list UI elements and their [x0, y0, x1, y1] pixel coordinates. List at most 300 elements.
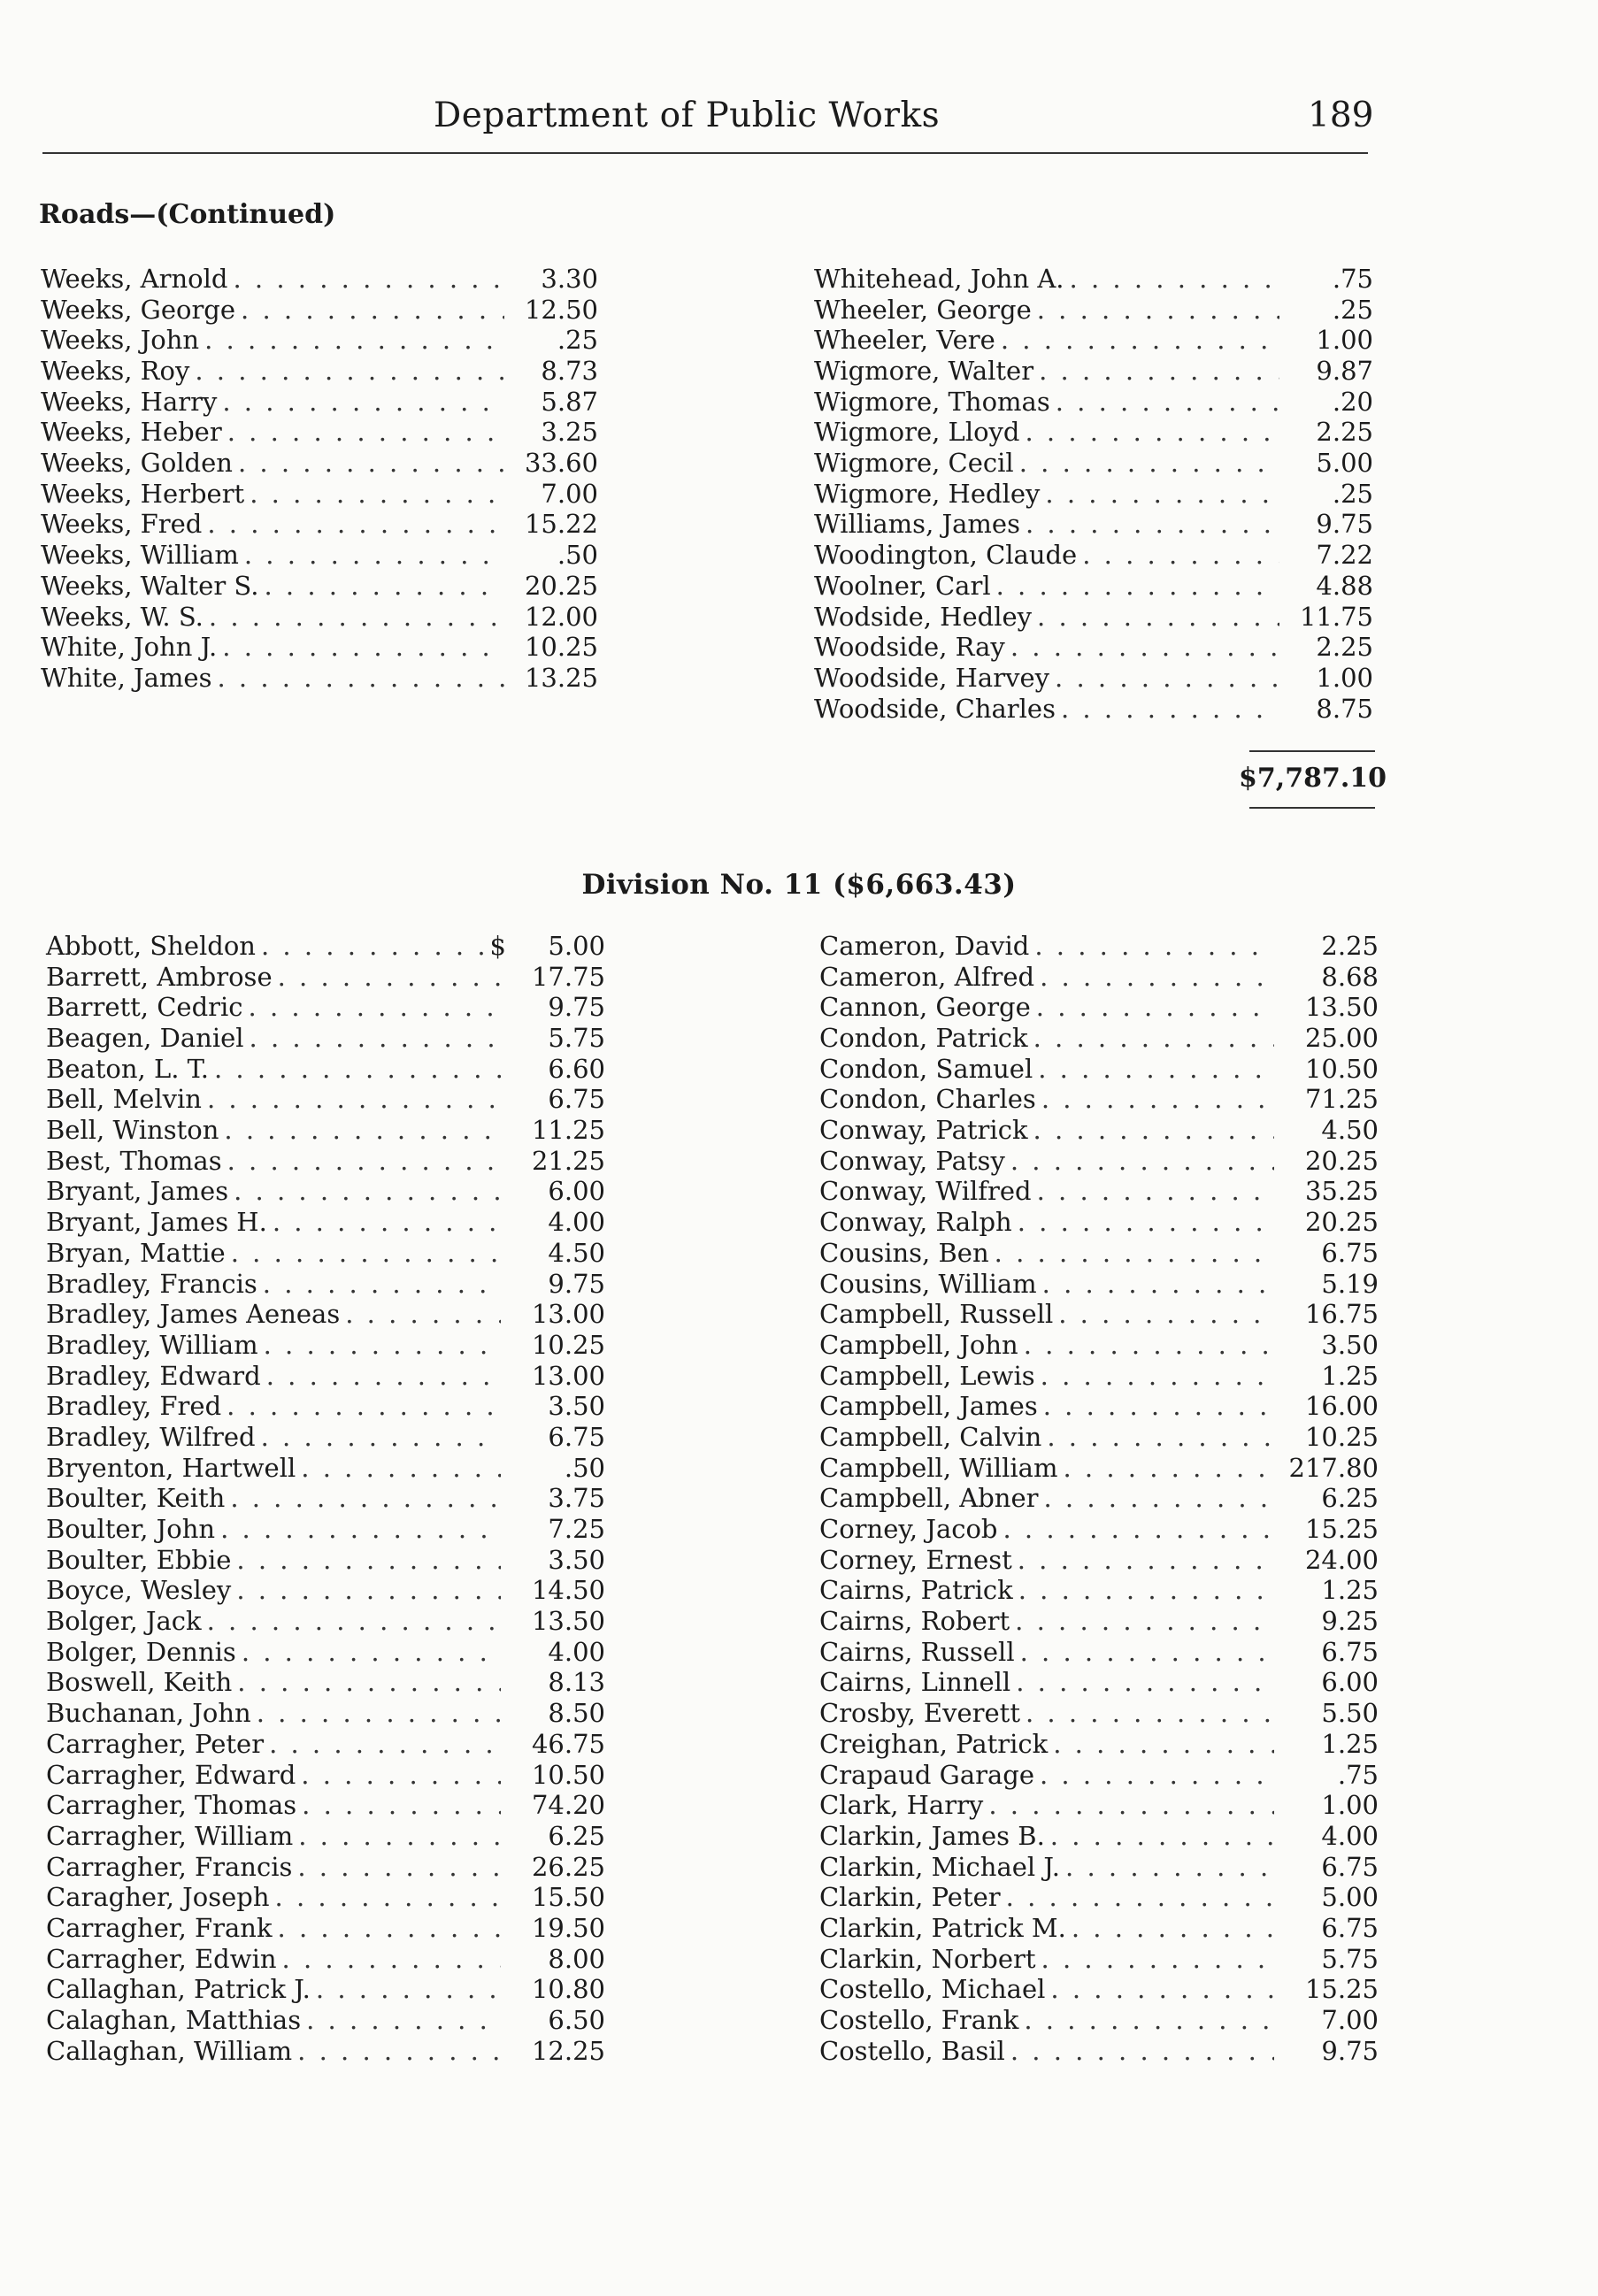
entry-name: Weeks, Herbert [41, 478, 245, 509]
leader-dots [230, 1483, 501, 1514]
entry-name: Cameron, David [819, 930, 1030, 961]
list-item [819, 1729, 1379, 1760]
entry-name: Clarkin, Michael J. [819, 1851, 1061, 1882]
list-item [819, 1453, 1379, 1484]
leader-dots [1058, 1299, 1274, 1330]
entry-name: Boyce, Wesley [46, 1575, 232, 1606]
entry-amount: .25 [557, 325, 598, 356]
entry-name: Crosby, Everett [819, 1698, 1020, 1729]
list-item [46, 1207, 605, 1238]
list-item [41, 448, 598, 479]
list-item [46, 1269, 605, 1300]
entry-amount: 17.75 [531, 961, 605, 992]
entry-name: Wheeler, George [814, 294, 1032, 325]
entry-amount: 4.00 [548, 1636, 605, 1667]
list-item [819, 1852, 1379, 1883]
entry-name: Clarkin, Peter [819, 1882, 1001, 1913]
leader-dots [217, 663, 504, 694]
total-rule-bottom [1249, 807, 1375, 809]
entry-name: Clark, Harry [819, 1790, 984, 1821]
entry-amount: 7.22 [1316, 540, 1373, 571]
leader-dots [278, 1913, 501, 1944]
entry-amount: 2.25 [1321, 930, 1379, 961]
entry-name: Cameron, Alfred [819, 961, 1035, 992]
list-item [819, 1760, 1379, 1791]
entry-name: Weeks, Heber [41, 417, 222, 448]
entry-amount: 8.13 [548, 1667, 605, 1698]
leader-dots [1019, 448, 1279, 479]
list-item [819, 1974, 1379, 2005]
entry-amount: 6.25 [548, 1820, 605, 1851]
entry-amount: .25 [1332, 478, 1373, 509]
list-item [46, 1299, 605, 1330]
list-item [819, 1545, 1379, 1576]
leader-dots [244, 540, 504, 571]
entry-amount: 9.75 [1321, 2035, 1379, 2066]
leader-dots [1024, 2005, 1274, 2036]
leader-dots [249, 992, 501, 1023]
entry-name: Conway, Ralph [819, 1207, 1012, 1238]
leader-dots [1050, 1974, 1274, 2005]
entry-name: Best, Thomas [46, 1145, 222, 1176]
entry-amount: 13.00 [531, 1299, 605, 1330]
leader-dots [1041, 1084, 1274, 1115]
entry-amount: 10.25 [524, 632, 598, 663]
list-item [819, 1821, 1379, 1852]
list-item [41, 663, 598, 694]
list-item [819, 1668, 1379, 1699]
entry-name: Wigmore, Walter [814, 356, 1034, 387]
entry-name: Conway, Patrick [819, 1115, 1028, 1146]
entry-name: Woodington, Claude [814, 540, 1078, 571]
entry-amount: 9.87 [1316, 356, 1373, 387]
entry-name: Weeks, Arnold [41, 263, 228, 294]
page-number: 189 [1308, 96, 1374, 135]
entry-name: Creighan, Patrick [819, 1728, 1049, 1759]
list-item [819, 1084, 1379, 1115]
entry-amount: 9.25 [1321, 1606, 1379, 1637]
entry-amount: 4.50 [1321, 1115, 1379, 1146]
entry-amount: 4.50 [548, 1237, 605, 1268]
entry-name: Wigmore, Cecil [814, 448, 1014, 479]
leader-dots [257, 1698, 501, 1729]
leader-dots [195, 356, 504, 387]
entry-name: Clarkin, James B. [819, 1820, 1045, 1851]
leader-dots [207, 1606, 501, 1637]
leader-dots [298, 1821, 501, 1852]
entry-amount: 12.00 [524, 601, 598, 632]
list-item [46, 1177, 605, 1208]
leader-dots [302, 1790, 501, 1821]
list-item [46, 1698, 605, 1729]
list-item [814, 694, 1373, 725]
leader-dots [278, 962, 501, 993]
list-item [819, 1054, 1379, 1085]
leader-dots [227, 1146, 501, 1177]
entry-amount: 5.75 [1321, 1943, 1379, 1974]
leader-dots [282, 1944, 501, 1975]
entry-name: Campbell, James [819, 1391, 1038, 1422]
entry-amount: 8.68 [1321, 961, 1379, 992]
entry-name: Campbell, Abner [819, 1483, 1039, 1514]
entry-name: Bell, Melvin [46, 1084, 202, 1115]
entry-name: Cairns, Linnell [819, 1667, 1011, 1698]
entry-amount: 33.60 [524, 448, 598, 479]
entry-name: Bryant, James [46, 1176, 229, 1207]
leader-dots [1015, 1606, 1274, 1637]
leader-dots [1037, 602, 1279, 633]
list-item [46, 1545, 605, 1576]
roads-total: $7,787.10 [1239, 763, 1387, 794]
entry-amount: 6.60 [548, 1053, 605, 1084]
leader-dots [1018, 1575, 1274, 1606]
entry-amount: 12.25 [531, 2035, 605, 2066]
entry-name: Boulter, John [46, 1514, 216, 1545]
list-item [46, 1944, 605, 1975]
entry-amount: 12.50 [524, 294, 598, 325]
entry-amount: 15.22 [524, 509, 598, 540]
leader-dots [236, 1575, 501, 1606]
leader-dots [273, 1207, 501, 1238]
list-item [819, 1913, 1379, 1944]
leader-dots [306, 2005, 501, 2036]
leader-dots [238, 448, 504, 479]
leader-dots [236, 1545, 501, 1576]
entry-name: Bradley, Wilfred [46, 1421, 256, 1452]
entry-name: Weeks, Fred [41, 509, 203, 540]
leader-dots [1020, 1637, 1274, 1668]
entry-name: Weeks, Harry [41, 386, 218, 417]
entry-amount: 3.30 [541, 263, 598, 294]
list-item [46, 1115, 605, 1146]
leader-dots [1003, 1514, 1275, 1545]
list-item [41, 356, 598, 387]
leader-dots [227, 1391, 501, 1422]
entry-amount: 10.25 [531, 1329, 605, 1360]
entry-name: Weeks, William [41, 540, 239, 571]
entry-name: Weeks, John [41, 325, 200, 356]
entry-name: Beaton, L. T. [46, 1053, 209, 1084]
entry-name: Bryan, Mattie [46, 1237, 226, 1268]
leader-dots [345, 1299, 501, 1330]
total-rule-top [1249, 750, 1375, 752]
entry-name: Bell, Winston [46, 1115, 219, 1146]
list-item [46, 1575, 605, 1606]
entry-amount: 13.00 [531, 1360, 605, 1391]
entry-amount: 6.00 [548, 1176, 605, 1207]
entry-amount: 4.00 [548, 1207, 605, 1238]
entry-name: Costello, Frank [819, 2005, 1019, 2036]
entry-amount: 21.25 [531, 1145, 605, 1176]
entry-name: Bradley, Francis [46, 1268, 257, 1299]
entry-amount: 20.25 [1304, 1207, 1379, 1238]
entry-amount: 5.19 [1321, 1268, 1379, 1299]
list-item [819, 1944, 1379, 1975]
leader-dots [1063, 1453, 1274, 1484]
entry-amount: 11.75 [1299, 601, 1373, 632]
list-item [814, 356, 1373, 387]
leader-dots [988, 1790, 1274, 1821]
entry-name: Williams, James [814, 509, 1020, 540]
leader-dots [220, 1514, 501, 1545]
entry-amount: 8.73 [541, 356, 598, 387]
leader-dots [1041, 1361, 1274, 1392]
entry-amount: 15.50 [531, 1882, 605, 1913]
leader-dots [316, 1974, 501, 2005]
list-item [46, 1483, 605, 1514]
roads-left-column [41, 264, 598, 694]
entry-amount: 4.00 [1321, 1820, 1379, 1851]
leader-dots [1072, 1913, 1274, 1944]
entry-name: Weeks, Golden [41, 448, 233, 479]
leader-dots [1010, 2036, 1274, 2067]
entry-name: Carragher, Peter [46, 1728, 265, 1759]
leader-dots [233, 264, 504, 295]
list-item [819, 1269, 1379, 1300]
entry-name: Condon, Charles [819, 1084, 1036, 1115]
list-item [814, 632, 1373, 663]
leader-dots [1042, 1269, 1274, 1300]
leader-dots [1053, 1729, 1274, 1760]
leader-dots [1043, 1483, 1274, 1514]
leader-dots [214, 1054, 501, 1085]
list-item [819, 931, 1379, 962]
entry-amount: 3.50 [548, 1391, 605, 1422]
entry-name: Callaghan, William [46, 2035, 293, 2066]
entry-amount: 3.75 [548, 1483, 605, 1514]
list-item [814, 510, 1373, 541]
entry-amount: 11.25 [531, 1115, 605, 1146]
leader-dots [227, 417, 504, 448]
entry-amount: .25 [1332, 294, 1373, 325]
leader-dots [1036, 992, 1274, 1023]
list-item [814, 540, 1373, 571]
entry-amount: 7.00 [541, 478, 598, 509]
entry-amount: 35.25 [1304, 1176, 1379, 1207]
entry-name: Bolger, Dennis [46, 1636, 236, 1667]
entry-name: Calaghan, Matthias [46, 2005, 302, 2036]
list-item [41, 571, 598, 602]
leader-dots [1056, 387, 1279, 418]
entry-name: Cannon, George [819, 992, 1031, 1023]
leader-dots [237, 1667, 501, 1698]
list-item [46, 1882, 605, 1913]
entry-name: White, James [41, 662, 212, 693]
entry-name: Bryant, James H. [46, 1207, 267, 1238]
list-item [41, 387, 598, 418]
entry-name: Carragher, William [46, 1820, 294, 1851]
entry-name: Bradley, Edward [46, 1360, 261, 1391]
leader-dots [1026, 509, 1279, 540]
leader-dots [1033, 1023, 1274, 1054]
entry-amount: 1.00 [1316, 325, 1373, 356]
entry-amount: 6.25 [1321, 1483, 1379, 1514]
page-title: Department of Public Works [434, 96, 941, 135]
list-item [814, 663, 1373, 694]
leader-dots [297, 1852, 501, 1883]
leader-dots [1001, 325, 1279, 356]
leader-dots [1039, 356, 1279, 387]
leader-dots [1024, 1330, 1274, 1361]
entry-amount: 6.75 [1321, 1636, 1379, 1667]
entry-amount: 3.25 [541, 417, 598, 448]
entry-name: Carragher, Thomas [46, 1790, 297, 1821]
entry-amount: 10.80 [531, 1974, 605, 2005]
entry-amount: 13.50 [531, 1606, 605, 1637]
list-item [46, 1422, 605, 1453]
leader-dots [264, 571, 504, 602]
leader-dots [224, 1115, 501, 1146]
list-item [819, 1115, 1379, 1146]
list-item [41, 295, 598, 326]
leader-dots [264, 1330, 501, 1361]
leader-dots [1016, 1667, 1274, 1698]
entry-name: Carragher, Francis [46, 1851, 293, 1882]
leader-dots [1082, 540, 1279, 571]
list-item [814, 479, 1373, 510]
entry-name: Weeks, W. S. [41, 601, 204, 632]
entry-name: Callaghan, Patrick J. [46, 1974, 311, 2005]
list-item [819, 1207, 1379, 1238]
entry-name: Costello, Michael [819, 1974, 1046, 2005]
leader-dots [1040, 962, 1274, 993]
list-item [46, 1637, 605, 1668]
leader-dots [1045, 479, 1279, 510]
entry-name: Woodside, Charles [814, 693, 1056, 724]
leader-dots [266, 1361, 501, 1392]
leader-dots [1006, 1882, 1274, 1913]
entry-name: Cairns, Patrick [819, 1575, 1013, 1606]
list-item [814, 295, 1373, 326]
division-left-column [46, 931, 605, 2066]
list-item [814, 602, 1373, 633]
entry-amount: 6.75 [1321, 1237, 1379, 1268]
entry-name: Cairns, Robert [819, 1606, 1010, 1637]
entry-name: Woodside, Ray [814, 632, 1005, 663]
entry-name: Whitehead, John A. [814, 263, 1064, 294]
entry-amount: 14.50 [531, 1575, 605, 1606]
division-right-column [819, 931, 1379, 2066]
entry-name: Wigmore, Lloyd [814, 417, 1020, 448]
entry-amount: 1.25 [1321, 1360, 1379, 1391]
list-item [46, 1821, 605, 1852]
entry-amount: 7.25 [548, 1514, 605, 1545]
list-item [819, 1606, 1379, 1637]
entry-amount: 3.50 [548, 1544, 605, 1575]
entry-name: Weeks, Walter S. [41, 570, 259, 601]
leader-dots [1040, 1760, 1274, 1791]
entry-amount: 5.00 [1321, 1882, 1379, 1913]
entry-name: Wodside, Hedley [814, 601, 1033, 632]
leader-dots [1041, 1944, 1274, 1975]
header-rule [42, 152, 1368, 154]
leader-dots [234, 1176, 501, 1207]
leader-dots [1061, 694, 1279, 725]
entry-amount: 4.88 [1316, 570, 1373, 601]
entry-amount: .20 [1332, 386, 1373, 417]
entry-amount: 10.25 [1304, 1421, 1379, 1452]
entry-name: Weeks, Roy [41, 356, 190, 387]
entry-name: Crapaud Garage [819, 1759, 1034, 1790]
entry-name: Beagen, Daniel [46, 1023, 244, 1054]
leader-dots [996, 571, 1279, 602]
list-item [819, 1023, 1379, 1054]
entry-name: Corney, Jacob [819, 1514, 998, 1545]
list-item [46, 1023, 605, 1054]
entry-amount: 16.00 [1304, 1391, 1379, 1422]
section-title: Roads—(Continued) [39, 199, 336, 230]
entry-name: Bradley, William [46, 1329, 258, 1360]
entry-name: Cousins, Ben [819, 1237, 989, 1268]
entry-name: Carragher, Edwin [46, 1943, 277, 1974]
list-item [41, 264, 598, 295]
leader-dots [207, 509, 504, 540]
leader-dots [261, 1422, 501, 1453]
list-item [46, 1146, 605, 1177]
entry-name: Boulter, Ebbie [46, 1544, 232, 1575]
leader-dots [207, 1084, 501, 1115]
entry-name: Carragher, Frank [46, 1912, 273, 1943]
entry-amount: 24.00 [1304, 1544, 1379, 1575]
entry-name: Woodside, Harvey [814, 662, 1050, 693]
entry-amount: 2.25 [1316, 417, 1373, 448]
entry-name: Boulter, Keith [46, 1483, 226, 1514]
entry-name: Campbell, Russell [819, 1299, 1054, 1330]
list-item [46, 1514, 605, 1545]
entry-amount: 8.75 [1316, 693, 1373, 724]
entry-amount: 1.25 [1321, 1728, 1379, 1759]
entry-name: Bradley, Fred [46, 1391, 222, 1422]
leader-dots [263, 1269, 501, 1300]
entry-amount: 8.00 [548, 1943, 605, 1974]
entry-amount: 9.75 [548, 992, 605, 1023]
entry-name: Abbott, Sheldon [46, 930, 256, 961]
entry-amount: 15.25 [1304, 1974, 1379, 2005]
list-item [41, 325, 598, 356]
list-item [819, 2005, 1379, 2036]
entry-amount: 5.87 [541, 386, 598, 417]
entry-name: Barrett, Ambrose [46, 961, 273, 992]
list-item [46, 1852, 605, 1883]
list-item [819, 1361, 1379, 1392]
leader-dots [1033, 1115, 1274, 1146]
leader-dots [1018, 1207, 1274, 1238]
entry-amount: 5.75 [548, 1023, 605, 1054]
entry-name: Conway, Patsy [819, 1145, 1005, 1176]
entry-amount: 7.00 [1321, 2005, 1379, 2036]
entry-name: Bradley, James Aeneas [46, 1299, 341, 1330]
list-item [46, 1054, 605, 1085]
list-item [819, 2036, 1379, 2067]
leader-dots [241, 295, 504, 326]
leader-dots [301, 1760, 501, 1791]
list-item [41, 417, 598, 448]
entry-name: White, John J. [41, 632, 218, 663]
list-item [46, 1238, 605, 1269]
leader-dots [1050, 1821, 1274, 1852]
entry-amount: .50 [557, 540, 598, 571]
entry-name: Cousins, William [819, 1268, 1037, 1299]
list-item [814, 387, 1373, 418]
entry-name: Wigmore, Hedley [814, 478, 1041, 509]
entry-name: Clarkin, Patrick M. [819, 1912, 1066, 1943]
leader-dots [1037, 1176, 1274, 1207]
entry-amount: 217.80 [1288, 1452, 1379, 1483]
list-item [46, 1361, 605, 1392]
leader-dots [1065, 1852, 1274, 1883]
entry-amount: 6.75 [548, 1084, 605, 1115]
entry-name: Wigmore, Thomas [814, 386, 1050, 417]
